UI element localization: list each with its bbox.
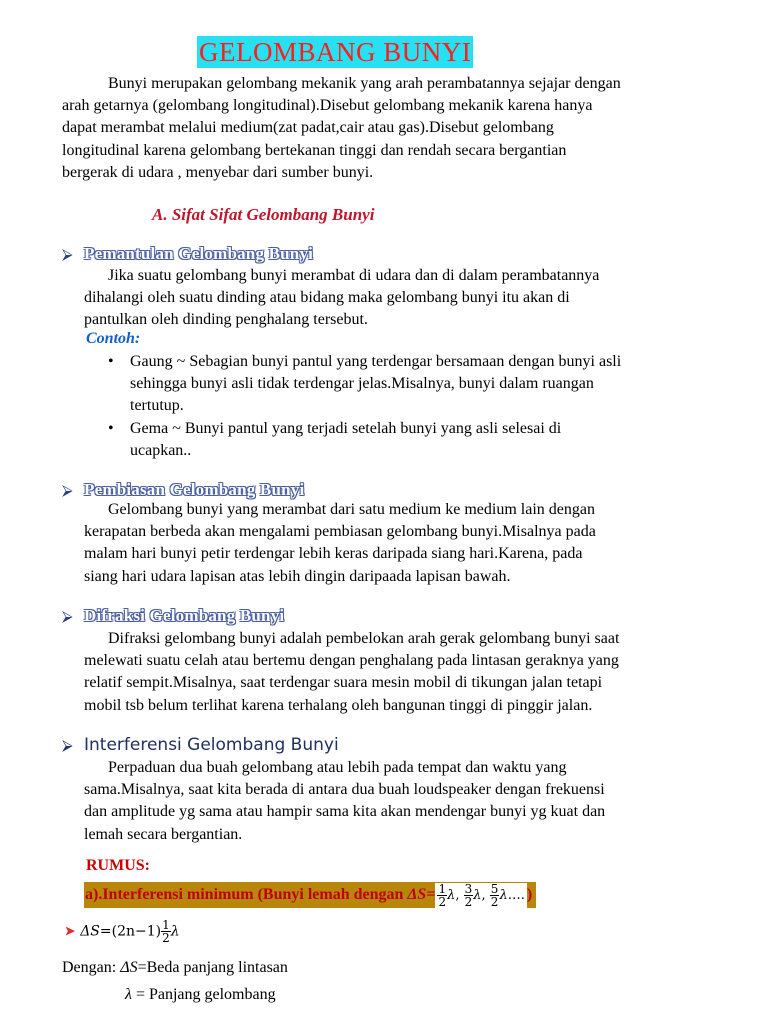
dengan-label: Dengan: xyxy=(62,959,117,976)
delta-s-symbol: ΔS xyxy=(407,886,427,903)
equals-sign: = xyxy=(426,886,436,903)
arrow-bullet-icon: ⮚ xyxy=(62,736,73,754)
lambda-desc: = Panjang gelombang xyxy=(131,986,276,1003)
section-heading-a: A. Sifat Sifat Gelombang Bunyi xyxy=(152,205,375,224)
paragraph-interferensi xyxy=(84,757,704,846)
paragraph-line: Jika suatu gelombang bunyi merambat di udara dan di dalam perambatannya xyxy=(108,267,600,284)
bullet-dot-icon: • xyxy=(108,353,114,370)
paragraph-line: Gelombang bunyi yang merambat dari satu medium ke medium lain dengan xyxy=(108,501,595,518)
red-arrow-icon: ➤ xyxy=(64,923,76,940)
intro-line: bergerak di udara , menyebar dari sumber bunyi. xyxy=(62,163,374,181)
arrow-bullet-icon: ⮚ xyxy=(62,607,73,625)
list-line: tertutup. xyxy=(130,397,184,414)
arrow-bullet-icon: ⮚ xyxy=(62,481,73,499)
heading-pemantulan xyxy=(62,244,313,264)
formula-mid: =(2n−1) xyxy=(99,923,162,940)
interferensi-minimum-highlight xyxy=(84,882,536,908)
heading-pembiasan xyxy=(62,480,304,500)
lambda-symbol: λ xyxy=(125,986,132,1003)
intro-line: Bunyi merupakan gelombang mekanik yang arah perambatannya sejajar dengan xyxy=(108,75,621,92)
fraction: $\frac{5}{2}$ xyxy=(490,882,499,909)
fraction: $\frac{1}{2}$ xyxy=(438,882,447,909)
intro-line: dapat merambat melalui medium(zat padat,cair atau gas).Disebut gelombang xyxy=(62,119,554,137)
paragraph-line: siang hari udara lapisan atas lebih dingin daripaada lapisan bawah. xyxy=(84,567,511,585)
list-line: ucapkan.. xyxy=(130,442,192,459)
delta-s-symbol: ΔS xyxy=(80,923,100,940)
intro-line: arah getarnya (gelombang longitudinal).Disebut gelombang mekanik karena hanya xyxy=(62,97,593,115)
page-title: GELOMBANG BUNYI xyxy=(199,37,472,67)
paragraph-pembiasan xyxy=(84,499,704,588)
arrow-bullet-icon: ⮚ xyxy=(62,245,73,263)
list-line: Gema ~ Bunyi pantul yang terjadi setelah bunyi yang asli selesai di xyxy=(130,420,562,437)
fraction-sequence: $\frac{1}{2}$ λ, $\frac{3}{2}$ λ, $\frac{5}{2}$ λ…. xyxy=(435,883,526,909)
contoh-label: Contoh: xyxy=(86,330,141,347)
close-paren: ) xyxy=(526,886,533,903)
paragraph-line: pantulkan oleh dinding penghalang tersebut. xyxy=(84,311,368,329)
paragraph-line: mobil tsb belum terlihat karena terhalang oleh bangunan tinggi di pinggir jalan. xyxy=(84,696,593,714)
heading-label: Pemantulan Gelombang Bunyi xyxy=(84,244,314,263)
interferensi-minimum-text: a).Interferensi minimum (Bunyi lemah dengan xyxy=(85,886,408,903)
heading-label: Pembiasan Gelombang Bunyi xyxy=(84,480,305,499)
heading-label: Difraksi Gelombang Bunyi xyxy=(84,606,285,625)
paragraph-line: Perpaduan dua buah gelombang atau lebih pada tempat dan waktu yang xyxy=(108,759,567,776)
bullet-dot-icon: • xyxy=(108,420,114,437)
delta-s-symbol: ΔS xyxy=(120,959,138,976)
paragraph-difraksi xyxy=(84,628,714,717)
dengan-desc: =Beda panjang lintasan xyxy=(137,959,288,976)
dengan-line xyxy=(62,957,288,979)
paragraph-line: melewati suatu celah atau bertemu dengan penghalang pada lintasan geraknya yang xyxy=(84,652,619,670)
rumus-label: RUMUS: xyxy=(86,857,150,874)
paragraph-line: dihalangi oleh suatu dinding atau bidang maka gelombang bunyi itu akan di xyxy=(84,289,570,307)
fraction: $\frac{3}{2}$ xyxy=(464,882,473,909)
example-list xyxy=(108,351,708,462)
lambda-line xyxy=(125,984,276,1006)
list-item xyxy=(108,351,708,417)
list-item xyxy=(108,418,708,462)
heading-label: Interferensi Gelombang Bunyi xyxy=(84,735,339,755)
fraction: $\frac{1}{2}$ xyxy=(162,918,170,945)
list-line: sehingga bunyi asli tidak terdengar jelas.Misalnya, bunyi dalam ruangan xyxy=(130,375,594,392)
paragraph-line: lemah secara bergantian. xyxy=(84,825,243,843)
paragraph-line: dan amplitude yg sama atau hampir sama kita akan mendengar bunyi yg kuat dan xyxy=(84,803,606,821)
intro-paragraph xyxy=(62,73,702,184)
paragraph-line: kerapatan berbeda akan mengalami pembiasan gelombang bunyi.Misalnya pada xyxy=(84,523,596,541)
list-line: Gaung ~ Sebagian bunyi pantul yang terdengar bersamaan dengan bunyi asli xyxy=(130,353,622,370)
paragraph-line: malam hari bunyi petir terdengar lebih keras daripada siang hari.Karena, pada xyxy=(84,545,583,563)
paragraph-line: Difraksi gelombang bunyi adalah pembelokan arah gerak gelombang bunyi saat xyxy=(108,630,620,647)
heading-interferensi xyxy=(62,735,339,755)
formula-line xyxy=(64,919,180,944)
paragraph-line: sama.Misalnya, saat kita berada di antara dua buah loudspeaker dengan frekuensi xyxy=(84,781,605,799)
paragraph-pemantulan xyxy=(84,265,704,332)
lambda-symbol: λ xyxy=(170,923,180,940)
paragraph-line: relatif sempit.Misalnya, saat terdengar suara mesin mobil di tikungan jalan tetapi xyxy=(84,674,603,692)
heading-difraksi xyxy=(62,606,284,626)
intro-line: longitudinal karena gelombang bertekanan tinggi dan rendah secara bergantian xyxy=(62,141,567,159)
